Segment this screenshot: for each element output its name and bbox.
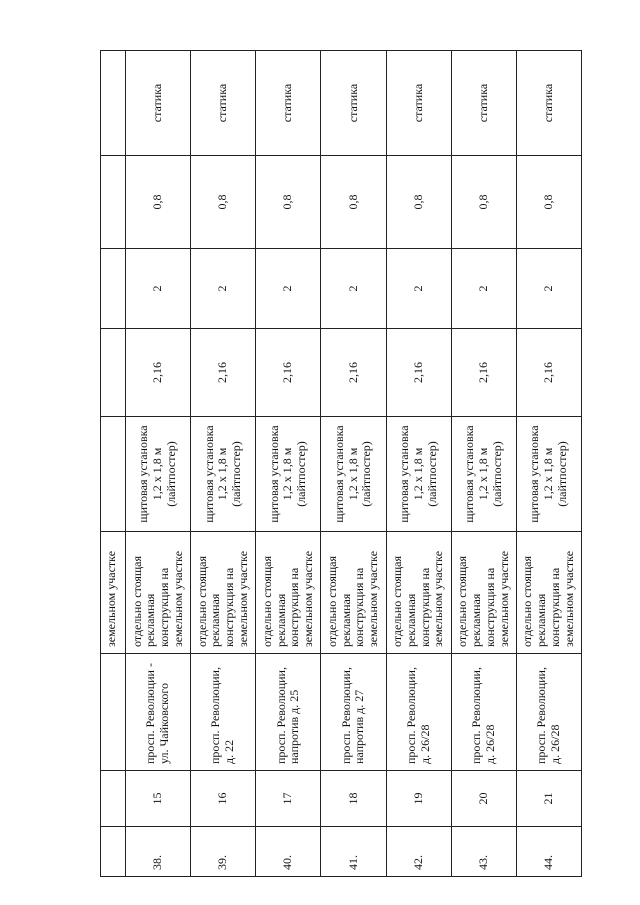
cell-address: просп. Революции, д. 26/28 [451, 654, 516, 771]
cell-number [101, 827, 126, 877]
cell-format: щитовая установка 1,2 х 1,8 м (лайтпостер) [386, 417, 451, 532]
cell-kind: статика [386, 51, 451, 156]
cell-sides: 2 [126, 249, 191, 329]
cell-coefficient: 0,8 [126, 156, 191, 249]
cell-kind: статика [126, 51, 191, 156]
cell-coefficient: 0,8 [386, 156, 451, 249]
cell-construction-type: отдельно стоящая рекламная конструкция на земельном участке [256, 532, 321, 654]
cell-number: 39. [191, 827, 256, 877]
cell-address: просп. Революции, напротив д. 25 [256, 654, 321, 771]
cell-kind: статика [516, 51, 581, 156]
cell-index: 18 [321, 771, 386, 827]
cell-number: 42. [386, 827, 451, 877]
cell-construction-type: отдельно стоящая рекламная конструкция на земельном участке [386, 532, 451, 654]
rotated-page-content [100, 51, 582, 877]
cell-kind: статика [451, 51, 516, 156]
cell-number: 40. [256, 827, 321, 877]
cell-address: просп. Революции, д. 26/28 [516, 654, 581, 771]
cell-area: 2,16 [256, 329, 321, 417]
cell-number: 38. [126, 827, 191, 877]
cell-address: просп. Революции, д. 26/28 [386, 654, 451, 771]
cell-coefficient: 0,8 [516, 156, 581, 249]
table-row [256, 51, 321, 877]
cell-construction-type: отдельно стоящая рекламная конструкция на земельном участке [451, 532, 516, 654]
cell-kind: статика [321, 51, 386, 156]
cell-area: 2,16 [516, 329, 581, 417]
cell-index: 16 [191, 771, 256, 827]
cell-format [101, 417, 126, 532]
table-row [191, 51, 256, 877]
cell-kind [101, 51, 126, 156]
table-row [321, 51, 386, 877]
cell-construction-type: отдельно стоящая рекламная конструкция на земельном участке [126, 532, 191, 654]
cell-index: 15 [126, 771, 191, 827]
table-row [126, 51, 191, 877]
cell-construction-type: земельном участке [101, 532, 126, 654]
cell-format: щитовая установка 1,2 х 1,8 м (лайтпостер) [191, 417, 256, 532]
table-row [386, 51, 451, 877]
cell-address: просп. Революции, д. 22 [191, 654, 256, 771]
cell-address: просп. Революции, напротив д. 27 [321, 654, 386, 771]
cell-address [101, 654, 126, 771]
cell-coefficient: 0,8 [256, 156, 321, 249]
table-row [516, 51, 581, 877]
cell-address: просп. Революции - ул. Чайковского [126, 654, 191, 771]
cell-area [101, 329, 126, 417]
cell-number: 44. [516, 827, 581, 877]
cell-index [101, 771, 126, 827]
cell-kind: статика [256, 51, 321, 156]
cell-coefficient: 0,8 [321, 156, 386, 249]
cell-coefficient: 0,8 [451, 156, 516, 249]
cell-index: 20 [451, 771, 516, 827]
cell-area: 2,16 [321, 329, 386, 417]
cell-sides: 2 [386, 249, 451, 329]
cell-construction-type: отдельно стоящая рекламная конструкция на земельном участке [191, 532, 256, 654]
table-body [101, 51, 582, 877]
cell-format: щитовая установка 1,2 х 1,8 м (лайтпостер) [516, 417, 581, 532]
cell-sides: 2 [191, 249, 256, 329]
cell-area: 2,16 [126, 329, 191, 417]
cell-format: щитовая установка 1,2 х 1,8 м (лайтпостер) [451, 417, 516, 532]
cell-index: 21 [516, 771, 581, 827]
cell-format: щитовая установка 1,2 х 1,8 м (лайтпостер) [321, 417, 386, 532]
cell-area: 2,16 [191, 329, 256, 417]
cell-area: 2,16 [386, 329, 451, 417]
cell-number: 43. [451, 827, 516, 877]
cell-sides: 2 [256, 249, 321, 329]
advertising-structures-table [100, 50, 582, 877]
cell-coefficient: 0,8 [191, 156, 256, 249]
continuation-row [101, 51, 126, 877]
cell-coefficient [101, 156, 126, 249]
cell-number: 41. [321, 827, 386, 877]
cell-construction-type: отдельно стоящая рекламная конструкция на земельном участке [516, 532, 581, 654]
cell-sides: 2 [321, 249, 386, 329]
cell-format: щитовая установка 1,2 х 1,8 м (лайтпостер) [126, 417, 191, 532]
cell-index: 17 [256, 771, 321, 827]
table-row [451, 51, 516, 877]
cell-sides [101, 249, 126, 329]
cell-construction-type: отдельно стоящая рекламная конструкция на земельном участке [321, 532, 386, 654]
cell-sides: 2 [451, 249, 516, 329]
cell-format: щитовая установка 1,2 х 1,8 м (лайтпостер) [256, 417, 321, 532]
cell-area: 2,16 [451, 329, 516, 417]
cell-kind: статика [191, 51, 256, 156]
cell-index: 19 [386, 771, 451, 827]
cell-sides: 2 [516, 249, 581, 329]
